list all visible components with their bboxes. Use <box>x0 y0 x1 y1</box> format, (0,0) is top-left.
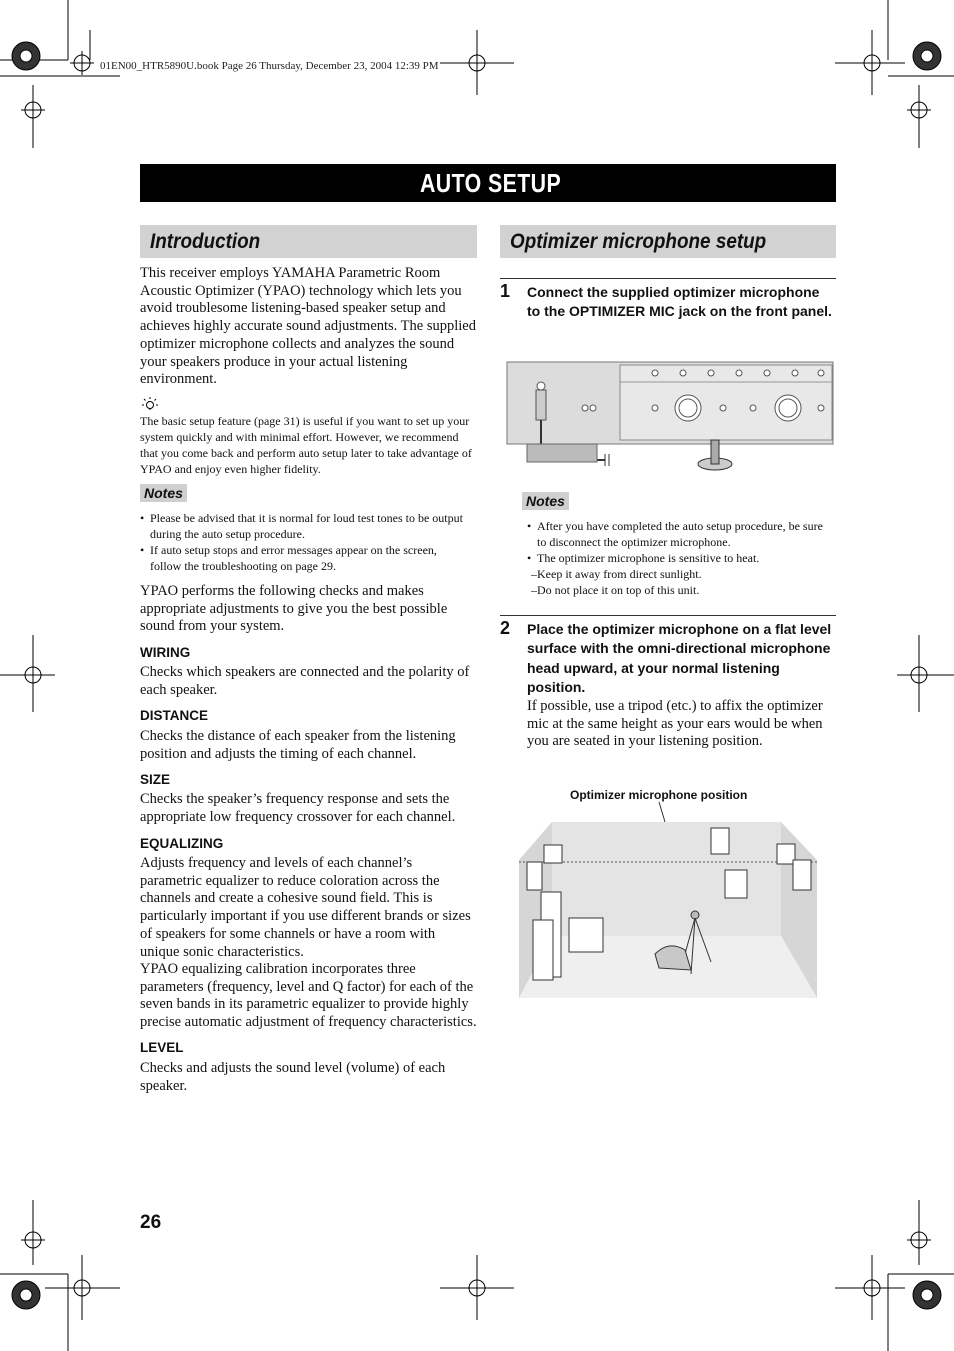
step2-rule <box>500 615 836 616</box>
equalizing-text-2: YPAO equalizing calibration incorporates three parameters (frequency, level and Q factor) for each of the seven bands in its parametric equalizer to provide highly precise automatic adjustment of frequency characteristics. <box>140 961 477 1031</box>
step1-rule <box>500 278 836 279</box>
note-item: • The optimizer microphone is sensitive to heat. <box>527 550 827 566</box>
ypao-paragraph: YPAO performs the following checks and makes appropriate adjustments to give you the best possible sound from your system. <box>140 583 448 635</box>
note-item: • If auto setup stops and error messages appear on the screen, follow the troubleshooting on page 29. <box>140 542 470 574</box>
equalizing-text: Adjusts frequency and levels of each channel’s parametric equalizer to reduce coloration across the channels and create a cohesive sound field. This is particularly important if you use different brands or sizes of speakers for some channels or have a room with unique sonic characteristics. <box>140 855 471 960</box>
notes-label-right <box>522 492 569 511</box>
note-item: • Please be advised that it is normal for loud test tones to be output during the auto setup procedure. <box>140 510 470 542</box>
notes-label-text: Notes <box>140 484 187 502</box>
distance-heading: DISTANCE <box>140 708 209 723</box>
note-item: • After you have completed the auto setup procedure, be sure to disconnect the optimizer microphone. <box>527 518 827 550</box>
distance-text: Checks the distance of each speaker from the listening position and adjusts the timing of each channel. <box>140 728 456 762</box>
front-panel-illustration <box>505 360 835 472</box>
level-heading: LEVEL <box>140 1040 184 1055</box>
page-title-banner <box>140 164 836 202</box>
step2-description: If possible, use a tripod (etc.) to affix the optimizer mic at the same height as your ears would be when you are seated in your listening position. <box>527 698 823 750</box>
notes-label-right-text: Notes <box>522 492 569 510</box>
note-dash-2: –Do not place it on top of this unit. <box>531 583 700 597</box>
page-title: AUTO SETUP <box>420 168 562 198</box>
tip-icon <box>141 396 159 412</box>
size-heading: SIZE <box>140 772 171 787</box>
equalizing-heading: EQUALIZING <box>140 836 224 851</box>
figure-caption: Optimizer microphone position <box>570 788 748 802</box>
setup-notes-list <box>527 518 827 566</box>
file-header: 01EN00_HTR5890U.book Page 26 Thursday, December 23, 2004 12:39 PM <box>100 60 439 72</box>
step1-text: Connect the supplied optimizer microphone to the OPTIMIZER MIC jack on the front panel. <box>527 284 832 320</box>
introduction-heading <box>140 225 477 258</box>
step2-text: Place the optimizer microphone on a flat level surface with the omni-directional microphone head upward, at your normal listening position. <box>527 621 832 695</box>
optimizer-heading <box>500 225 836 258</box>
page-number: 26 <box>140 1212 162 1233</box>
room-illustration <box>519 800 819 1000</box>
intro-paragraph: This receiver employs YAMAHA Parametric Room Acoustic Optimizer (YPAO) technology which lets you avoid troublesome listening-based speaker setup and achieves highly accurate sound adjustments. The supplied optimizer microphone collects and analyzes the sound your speakers produce in your actual listening environment. <box>140 265 476 388</box>
level-text: Checks and adjusts the sound level (volume) of each speaker. <box>140 1060 446 1094</box>
tip-text: The basic setup feature (page 31) is useful if you want to set up your system quickly and with minimal effort. However, we recommend that you come back and perform auto setup later to take advantage of YPAO and enjoy even higher fidelity. <box>140 414 472 476</box>
optimizer-heading-text: Optimizer microphone setup <box>510 230 767 253</box>
introduction-heading-text: Introduction <box>150 230 261 253</box>
note-dash-1: –Keep it away from direct sunlight. <box>531 567 702 581</box>
step2-number: 2 <box>500 618 511 638</box>
notes-label <box>140 484 187 503</box>
wiring-heading: WIRING <box>140 645 191 660</box>
wiring-text: Checks which speakers are connected and the polarity of each speaker. <box>140 664 470 698</box>
step1-number: 1 <box>500 281 511 301</box>
intro-notes-list <box>140 510 470 574</box>
size-text: Checks the speaker’s frequency response and sets the appropriate low frequency crossover for each channel. <box>140 791 456 825</box>
